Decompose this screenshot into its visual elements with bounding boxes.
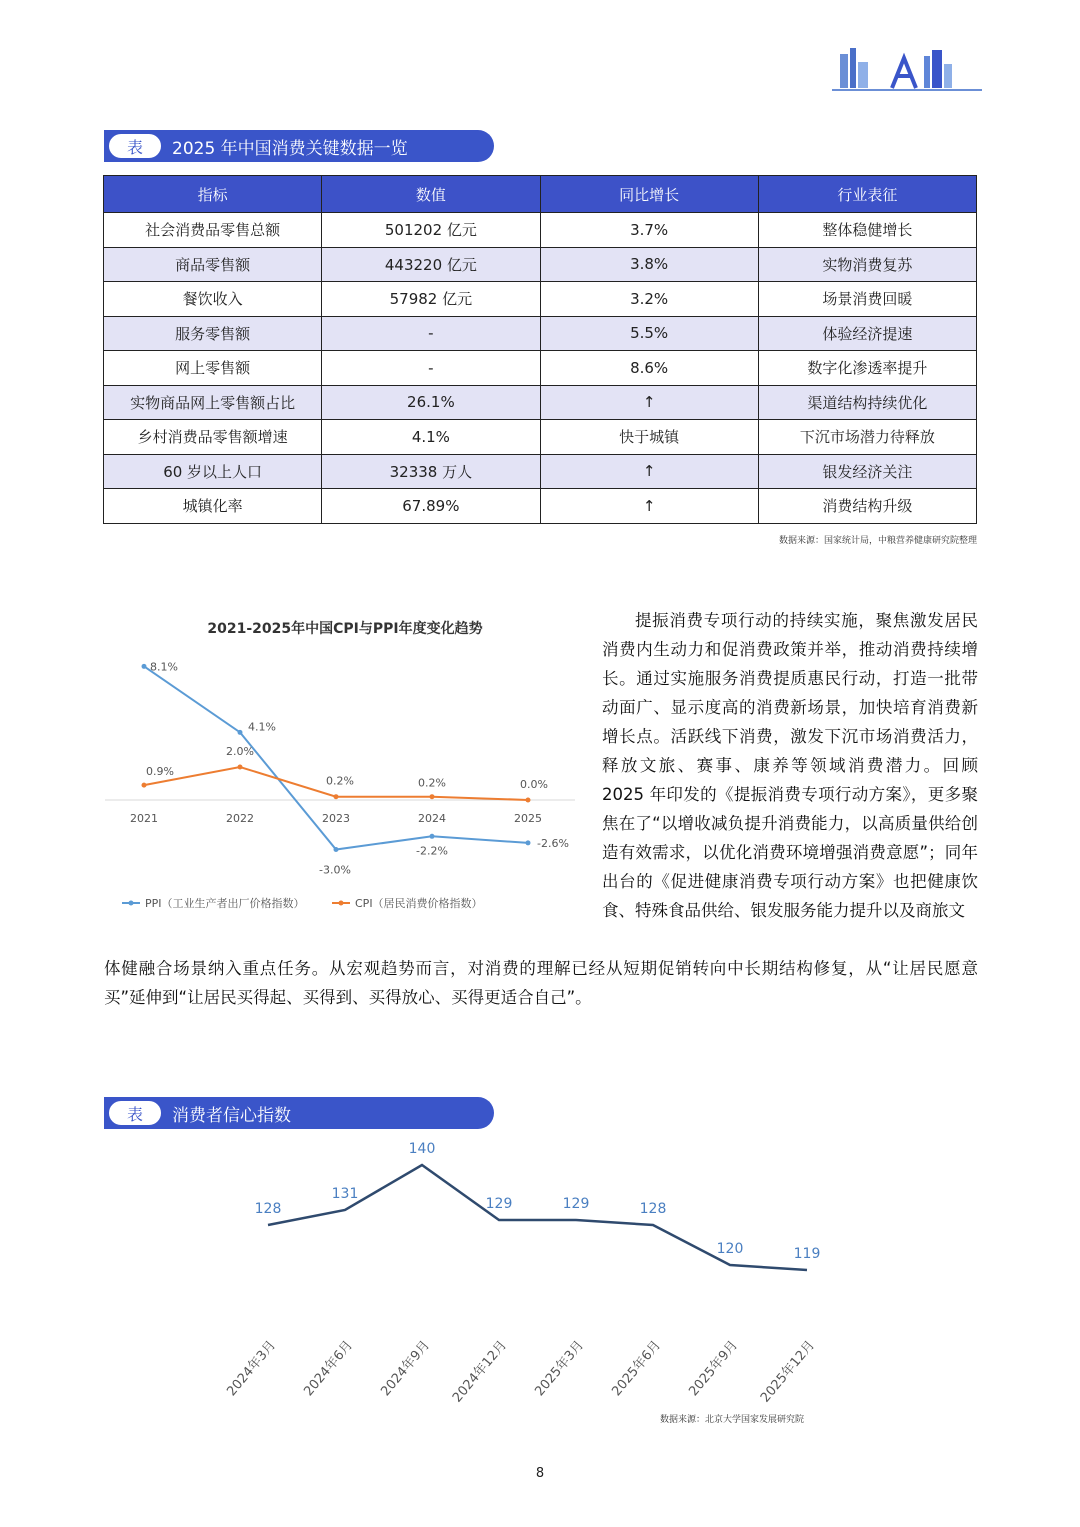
data-label: 128 [254,1201,282,1217]
x-tick-label: 2023 [322,812,350,825]
x-tick-label: 2024年12月 [449,1337,511,1406]
table-header-row [104,176,977,213]
table-cell: - [322,351,540,386]
paragraph-full: 体健融合场景纳入重点任务。从宏观趋势而言，对消费的理解已经从短期促销转向中长期结构修复，从“让居民愿意买”延伸到“让居民买得起、买得到、买得放心、买得更适合自己”。 [104,959,978,1007]
table-cell: 乡村消费品零售额增速 [104,420,322,455]
table-cell: 银发经济关注 [758,454,976,489]
table-row [104,316,977,351]
x-tick-label: 2021 [130,812,158,825]
table-cell: 渠道结构持续优化 [758,385,976,420]
cpi-ppi-chart [100,600,590,930]
x-tick-label: 2024 [418,812,446,825]
data-label: 120 [716,1241,744,1257]
table-row [104,489,977,524]
data-label: 8.1% [150,660,178,674]
table-cell: 社会消费品零售总额 [104,213,322,248]
table-row [104,385,977,420]
table-cell: 8.6% [540,351,758,386]
table-cell: 服务零售额 [104,316,322,351]
table-cell: 26.1% [322,385,540,420]
table-cell: 501202 亿元 [322,213,540,248]
column-header: 同比增长 [540,176,758,213]
data-label: 2.0% [226,745,254,758]
data-label: 131 [331,1186,359,1202]
data-label: 129 [485,1196,513,1212]
table-cell: 3.2% [540,282,758,317]
data-point [430,834,435,839]
key-data-table [103,175,977,524]
table-cell: - [322,316,540,351]
chart-title: 消费者信心指数 [172,1105,291,1126]
table-cell: 场景消费回暖 [758,282,976,317]
table-cell: 4.1% [322,420,540,455]
column-header: 指标 [104,176,322,213]
chart-tag: 表 [108,1100,162,1126]
data-label: 0.2% [326,774,354,788]
data-point [334,794,339,799]
table-row [104,213,977,248]
legend-marker [339,901,344,906]
table-cell: 整体稳健增长 [758,213,976,248]
x-tick-label: 2025年3月 [532,1337,588,1400]
table-cell: 67.89% [322,489,540,524]
column-header: 行业表征 [758,176,976,213]
x-tick-label: 2025年12月 [757,1337,819,1406]
x-tick-label: 2022 [226,812,254,825]
data-label: -2.6% [537,836,569,850]
table-cell: 城镇化率 [104,489,322,524]
table-title: 2025 年中国消费关键数据一览 [172,138,408,159]
data-point [238,765,243,770]
table-row [104,282,977,317]
x-tick-label: 2024年9月 [378,1337,434,1400]
table-cell: 32338 万人 [322,454,540,489]
chart-source: 数据来源：北京大学国家发展研究院 [660,1415,805,1425]
chart-title: 2021-2025年中国CPI与PPI年度变化趋势 [207,621,483,637]
data-label: 0.2% [418,776,446,790]
table-cell: 3.7% [540,213,758,248]
table-row [104,351,977,386]
x-tick-label: 2025年6月 [609,1337,665,1400]
table-cell: 下沉市场潜力待释放 [758,420,976,455]
legend-label: PPI（工业生产者出厂价格指数） [145,897,305,910]
table-row [104,420,977,455]
table-cell: 数字化渗透率提升 [758,351,976,386]
table-cell: 3.8% [540,247,758,282]
data-label: -3.0% [319,863,351,877]
table-row [104,454,977,489]
data-label: 128 [639,1201,667,1217]
data-label: 129 [562,1196,590,1212]
data-point [238,730,243,735]
table-title-bar [104,130,494,162]
column-header: 数值 [322,176,540,213]
table-cell: 实物消费复苏 [758,247,976,282]
table-cell: 443220 亿元 [322,247,540,282]
data-point [142,664,147,669]
data-label: 140 [408,1141,436,1157]
table-cell: 餐饮收入 [104,282,322,317]
x-tick-label: 2025年9月 [686,1337,742,1400]
data-point [430,794,435,799]
data-point [334,847,339,852]
table-cell: 网上零售额 [104,351,322,386]
table-cell: 消费结构升级 [758,489,976,524]
table-row [104,247,977,282]
table-cell: 实物商品网上零售额占比 [104,385,322,420]
paragraph-right: 提振消费专项行动的持续实施，聚焦激发居民消费内生动力和促消费政策并举，推动消费持续增长。通过实施服务消费提质惠民行动，打造一批带动面广、显示度高的消费新场景，加快培育消费新增长点。活跃线下消费，激发下沉市场消费活力，释放文旅、赛事、康养等领域消费潜力。回顾 2025 年印发的《提振消费专项行动方案》，更多聚焦在了“以增收减负提升消费能力，以高质量供给创造有效需求，以优化消费环境增强消费意愿”；同年出台的《促进健康消费专项行动方案》也把健康饮食、特殊食品供给、银发服务能力提升以及商旅文 [602,611,978,920]
table-cell: ↑ [540,454,758,489]
legend-marker [129,901,134,906]
data-point [526,798,531,803]
table-source: 数据来源：国家统计局，中粮营养健康研究院整理 [778,536,977,546]
legend-label: CPI（居民消费价格指数） [355,897,483,910]
x-tick-label: 2025 [514,812,542,825]
data-label: -2.2% [416,844,448,858]
table-tag: 表 [108,133,162,159]
table-cell: ↑ [540,489,758,524]
header-logo-icon [832,44,982,96]
x-tick-label: 2024年3月 [224,1337,280,1400]
table-cell: 体验经济提速 [758,316,976,351]
table-cell: 57982 亿元 [322,282,540,317]
table-cell: 商品零售额 [104,247,322,282]
data-point [142,783,147,788]
table-cell: 5.5% [540,316,758,351]
chart-title-bar [104,1097,494,1129]
table-cell: ↑ [540,385,758,420]
data-point [526,840,531,845]
table-cell: 60 岁以上人口 [104,454,322,489]
consumer-confidence-chart [200,1135,840,1420]
data-label: 4.1% [248,720,276,734]
data-label: 0.9% [146,765,174,779]
data-label: 0.0% [520,778,548,791]
table-cell: 快于城镇 [540,420,758,455]
page-number: 8 [535,1466,545,1481]
x-tick-label: 2024年6月 [301,1337,357,1400]
data-label: 119 [793,1246,821,1262]
